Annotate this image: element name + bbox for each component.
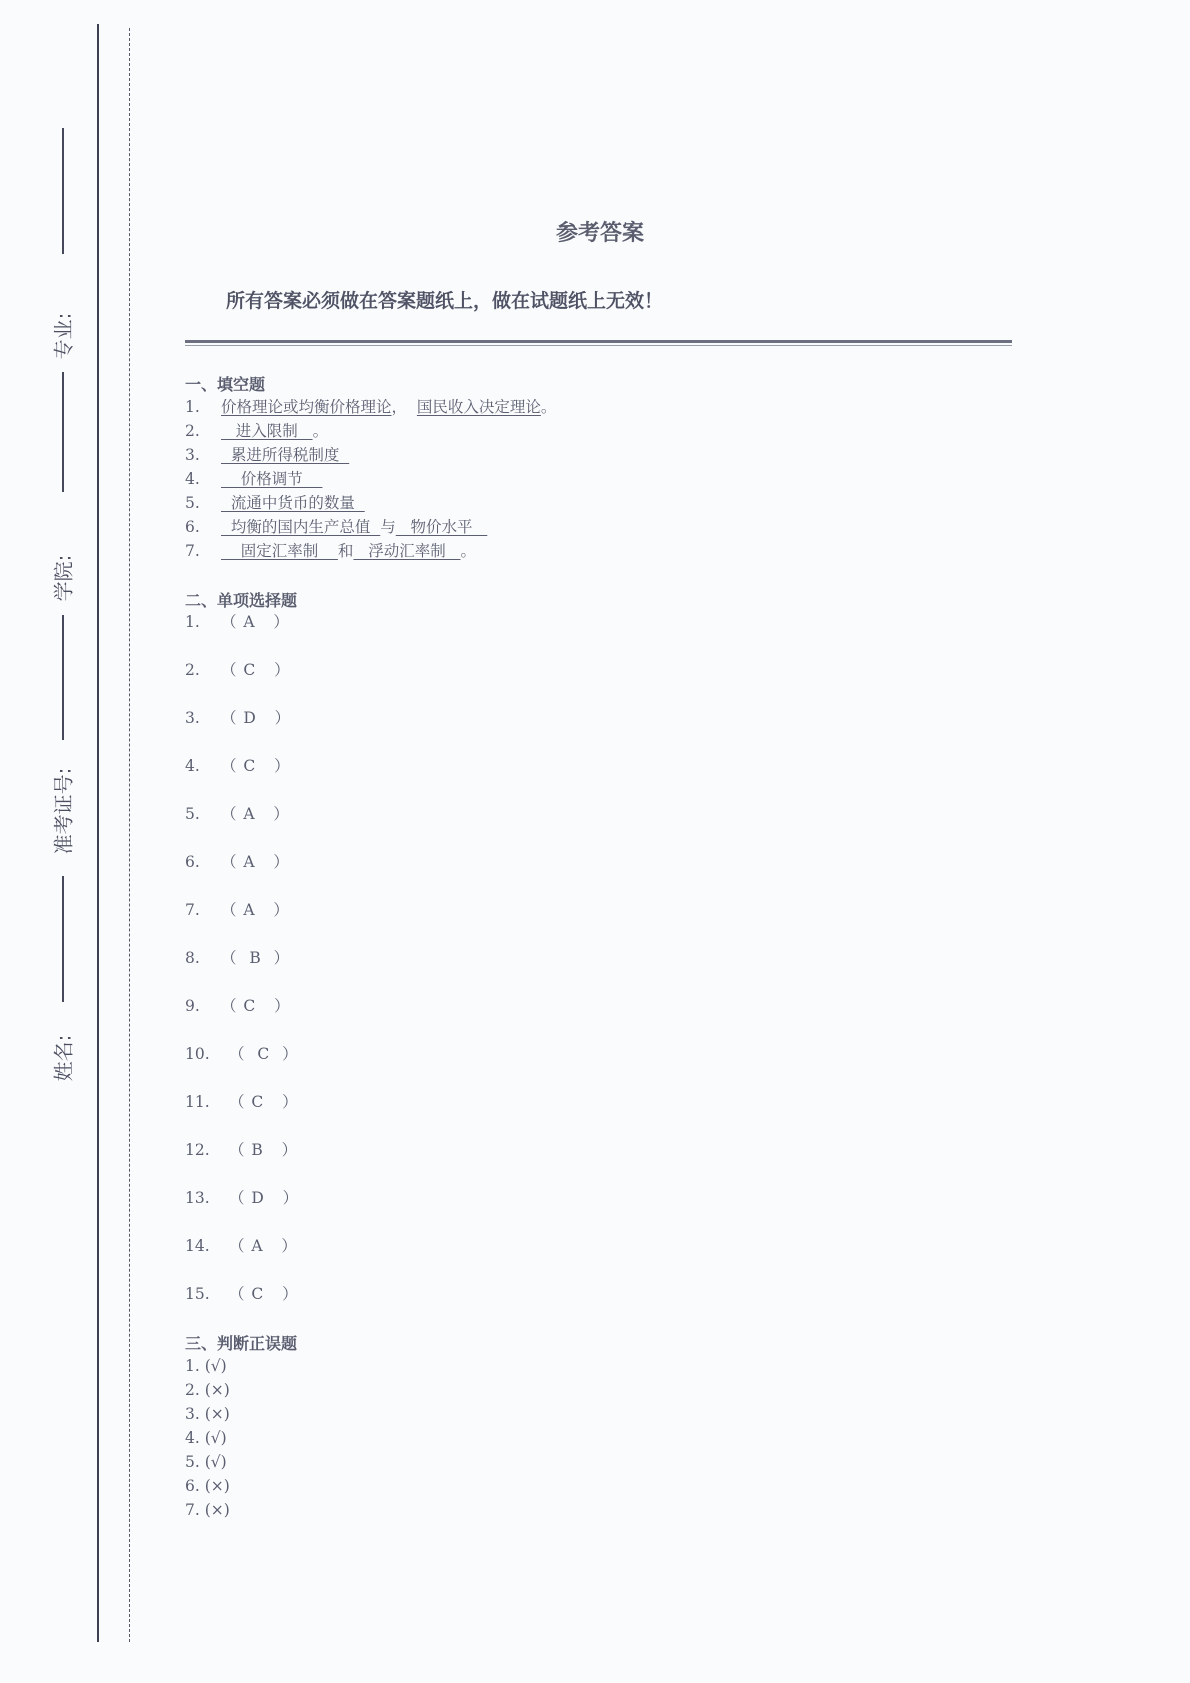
name-label: 姓名: bbox=[51, 1034, 76, 1082]
blank-answer: 国民收入决定理论 bbox=[416, 398, 541, 416]
choice-item: 3. （ D ） bbox=[185, 709, 292, 727]
choice-answer: （ C ） bbox=[221, 997, 291, 1015]
choice-item: 5. （ A ） bbox=[185, 805, 290, 823]
fill-blank-item: 7. 固定汇率制 和 浮动汇率制 。 bbox=[185, 542, 477, 560]
page-title: 参考答案 bbox=[555, 221, 644, 246]
header-divider-thin bbox=[185, 345, 1012, 346]
choice-answer: （ C ） bbox=[221, 757, 291, 775]
true-false-item: 4. (√) bbox=[185, 1429, 227, 1447]
choice-answer: （ C ） bbox=[229, 1045, 299, 1063]
true-false-item: 5. (√) bbox=[185, 1453, 227, 1471]
blank-answer: 累进所得税制度 bbox=[221, 446, 350, 464]
answer-notice: 所有答案必须做在答案题纸上，做在试题纸上无效！ bbox=[226, 290, 664, 312]
blank-answer: 流通中货币的数量 bbox=[221, 494, 365, 512]
choice-item: 6. （ A ） bbox=[185, 853, 290, 871]
choice-item: 14. （ A ） bbox=[185, 1237, 298, 1255]
true-false-item: 3. (×) bbox=[185, 1405, 230, 1423]
blank-answer: 浮动汇率制 bbox=[353, 542, 461, 560]
college-label: 学院: bbox=[51, 554, 76, 602]
header-divider bbox=[185, 340, 1012, 343]
choice-item: 9. （ C ） bbox=[185, 997, 291, 1015]
fill-blank-item: 3. 累进所得税制度 bbox=[185, 446, 350, 464]
choice-answer: （ B ） bbox=[221, 949, 291, 967]
choice-answer: （ D ） bbox=[221, 709, 292, 727]
blank-answer: 固定汇率制 bbox=[221, 542, 338, 560]
section-fill-blank-heading: 一、填空题 bbox=[185, 375, 266, 394]
choice-item: 2. （ C ） bbox=[185, 661, 291, 679]
section-true-false-heading: 三、判断正误题 bbox=[185, 1334, 298, 1353]
choice-item: 4. （ C ） bbox=[185, 757, 291, 775]
choice-item: 10. （ C ） bbox=[185, 1045, 299, 1063]
choice-item: 12. （ B ） bbox=[185, 1141, 299, 1159]
choice-answer: （ A ） bbox=[221, 805, 290, 823]
blank-answer: 均衡的国内生产总值 bbox=[221, 518, 381, 536]
choice-answer: （ C ） bbox=[221, 661, 291, 679]
exam-id-blank-line bbox=[62, 876, 64, 1002]
choice-answer: （ B ） bbox=[229, 1141, 299, 1159]
fill-blank-item: 6. 均衡的国内生产总值 与 物价水平 bbox=[185, 518, 488, 536]
blank-answer: 价格理论或均衡价格理论 bbox=[221, 398, 392, 416]
choice-answer: （ A ） bbox=[221, 613, 290, 631]
choice-answer: （ D ） bbox=[229, 1189, 300, 1207]
choice-item: 8. （ B ） bbox=[185, 949, 291, 967]
true-false-item: 1. (√) bbox=[185, 1357, 227, 1375]
choice-answer: （ A ） bbox=[229, 1237, 298, 1255]
blank-answer: 价格调节 bbox=[221, 470, 323, 488]
binding-dashed-line bbox=[129, 28, 130, 1642]
true-false-item: 7. (×) bbox=[185, 1501, 230, 1519]
exam-id-label: 准考证号: bbox=[51, 767, 76, 855]
binding-solid-line bbox=[97, 24, 99, 1642]
choice-item: 15. （ C ） bbox=[185, 1285, 299, 1303]
fill-blank-item: 4. 价格调节 bbox=[185, 470, 323, 488]
choice-answer: （ C ） bbox=[229, 1285, 299, 1303]
college-blank-line bbox=[62, 372, 64, 492]
choice-item: 11. （ C ） bbox=[185, 1093, 299, 1111]
fill-blank-item: 2. 进入限制 。 bbox=[185, 422, 329, 440]
blank-answer: 进入限制 bbox=[221, 422, 313, 440]
true-false-item: 6. (×) bbox=[185, 1477, 230, 1495]
true-false-item: 2. (×) bbox=[185, 1381, 230, 1399]
blank-answer: 物价水平 bbox=[395, 518, 488, 536]
choice-item: 13. （ D ） bbox=[185, 1189, 300, 1207]
choice-answer: （ A ） bbox=[221, 853, 290, 871]
fill-blank-item: 1. 价格理论或均衡价格理论， 国民收入决定理论。 bbox=[185, 398, 557, 416]
choice-answer: （ A ） bbox=[221, 901, 290, 919]
choice-item: 1. （ A ） bbox=[185, 613, 290, 631]
choice-item: 7. （ A ） bbox=[185, 901, 290, 919]
choice-answer: （ C ） bbox=[229, 1093, 299, 1111]
section-single-choice-heading: 二、单项选择题 bbox=[185, 591, 298, 610]
college-blank-line-2 bbox=[62, 615, 64, 740]
major-label: 专业: bbox=[51, 312, 76, 360]
fill-blank-item: 5. 流通中货币的数量 bbox=[185, 494, 365, 512]
